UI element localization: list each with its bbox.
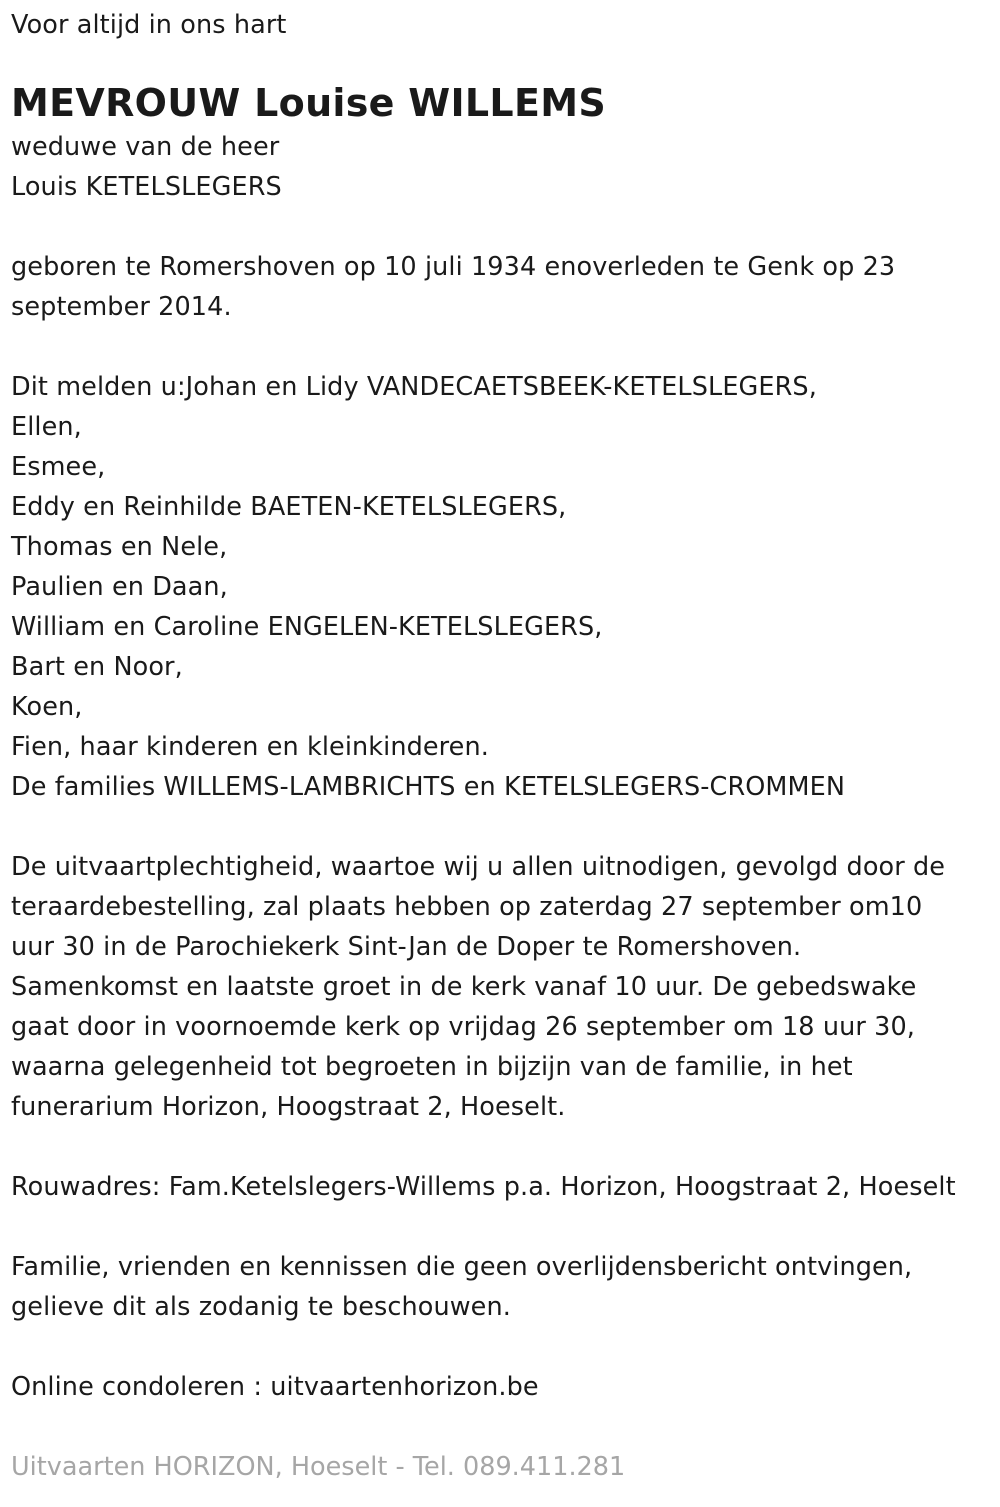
spacer [11, 207, 996, 247]
spouse-line: weduwe van de heer [11, 132, 280, 162]
ceremony-paragraph [11, 847, 996, 1127]
spacer [11, 327, 996, 367]
deceased-name: MEVROUW Louise WILLEMS [11, 81, 606, 125]
closing-line: gelieve dit als zodanig te beschouwen. [11, 1292, 511, 1322]
ceremony-line: gaat door in voornoemde kerk op vrijdag 26 september om 18 uur 30, [11, 1012, 915, 1042]
mourner-line: Esmee, [11, 452, 106, 482]
obituary-notice [11, 0, 996, 1487]
spacer [11, 807, 996, 847]
closing-line: Familie, vrienden en kennissen die geen overlijdensbericht ontvingen, [11, 1252, 913, 1282]
ceremony-line: De uitvaartplechtigheid, waartoe wij u allen uitnodigen, gevolgd door de [11, 852, 946, 882]
spacer [11, 1207, 996, 1247]
ceremony-line: Samenkomst en laatste groet in de kerk vanaf 10 uur. De gebedswake [11, 972, 917, 1002]
spacer [11, 1327, 996, 1367]
ceremony-line: funerarium Horizon, Hoogstraat 2, Hoeselt. [11, 1092, 566, 1122]
spouse-name: Louis KETELSLEGERS [11, 172, 282, 202]
mourner-line: Dit melden u:Johan en Lidy VANDECAETSBEEK-KETELSLEGERS, [11, 372, 817, 402]
mourner-line: Paulien en Daan, [11, 572, 228, 602]
mourning-address: Rouwadres: Fam.Ketelslegers-Willems p.a. Horizon, Hoogstraat 2, Hoeselt [11, 1172, 956, 1202]
online-condolence-text: Online condoleren : uitvaartenhorizon.be [11, 1372, 539, 1402]
spacer [11, 1127, 996, 1167]
mourner-line: Koen, [11, 692, 83, 722]
funeral-home-footer: Uitvaarten HORIZON, Hoeselt - Tel. 089.411.281 [11, 1452, 626, 1482]
intro-text: Voor altijd in ons hart [11, 10, 287, 40]
ceremony-line: teraardebestelling, zal plaats hebben op zaterdag 27 september om10 [11, 892, 923, 922]
ceremony-line: uur 30 in de Parochiekerk Sint-Jan de Doper te Romershoven. [11, 932, 802, 962]
mourner-line: Fien, haar kinderen en kleinkinderen. [11, 732, 489, 762]
mourner-line: De families WILLEMS-LAMBRICHTS en KETELSLEGERS-CROMMEN [11, 772, 846, 802]
mourner-line: Thomas en Nele, [11, 532, 228, 562]
mourner-line: Eddy en Reinhilde BAETEN-KETELSLEGERS, [11, 492, 567, 522]
mourner-line: Ellen, [11, 412, 82, 442]
mourner-line: Bart en Noor, [11, 652, 183, 682]
mourners-list [11, 367, 996, 807]
ceremony-line: waarna gelegenheid tot begroeten in bijzijn van de familie, in het [11, 1052, 853, 1082]
birth-death-line: september 2014. [11, 292, 232, 322]
birth-death-line: geboren te Romershoven op 10 juli 1934 enoverleden te Genk op 23 [11, 252, 896, 282]
spacer [11, 1407, 996, 1447]
mourner-line: William en Caroline ENGELEN-KETELSLEGERS, [11, 612, 603, 642]
